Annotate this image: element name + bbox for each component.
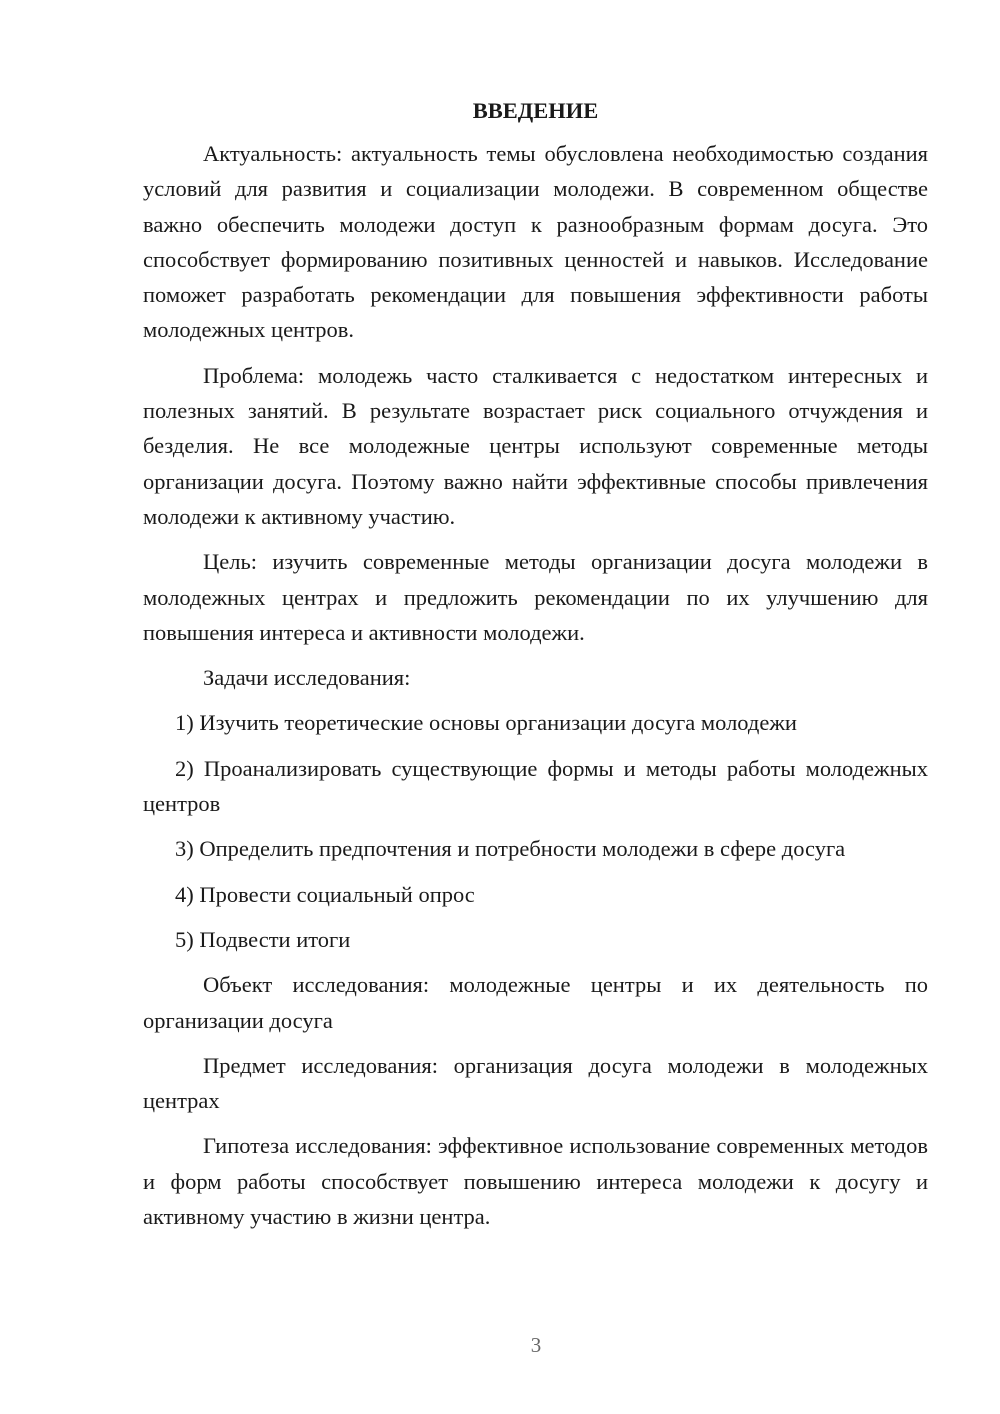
- relevance-paragraph: Актуальность: актуальность темы обусловлена необходимостью создания условий для развития и социализации молодежи. В современном обществе важно обеспечить молодежи доступ к разнообразным формам досуга. Это способствует формированию позитивных ценностей и навыков. Исследование поможет разработать рекомендации для повышения эффективности работы молодежных центров.: [143, 141, 928, 343]
- section-heading: ВВЕДЕНИЕ: [472, 98, 599, 123]
- document-page: [143, 96, 928, 1234]
- problem-paragraph: Проблема: молодежь часто сталкивается с недостатком интересных и полезных занятий. В результате возрастает риск социального отчуждения и безделия. Не все молодежные центры используют современные методы организации досуга. Поэтому важно найти эффективные способы привлечения молодежи к активному участию.: [143, 362, 928, 529]
- subject-paragraph: Предмет исследования: организация досуга молодежи в молодежных центрах: [143, 1052, 928, 1114]
- hypothesis-paragraph: Гипотеза исследования: эффективное использование современных методов и форм работы способствует повышению интереса молодежи к досугу и активному участию в жизни центра.: [143, 1133, 928, 1230]
- tasks-title: Задачи исследования:: [203, 665, 411, 691]
- task-item: 3) Определить предпочтения и потребности молодежи в сфере досуга: [175, 836, 846, 862]
- task-item: 1) Изучить теоретические основы организации досуга молодежи: [175, 710, 797, 736]
- task-item: 4) Провести социальный опрос: [175, 881, 475, 907]
- task-item: 5) Подвести итоги: [175, 926, 351, 952]
- object-paragraph: Объект исследования: молодежные центры и их деятельность по организации досуга: [143, 972, 928, 1033]
- task-item: 2) Проанализировать существующие формы и методы работы молодежных центров: [143, 755, 928, 817]
- goal-paragraph: Цель: изучить современные методы организации досуга молодежи в молодежных центрах и предложить рекомендации по их улучшению для повышения интереса и активности молодежи.: [143, 549, 928, 645]
- page-number: 3: [530, 1333, 542, 1357]
